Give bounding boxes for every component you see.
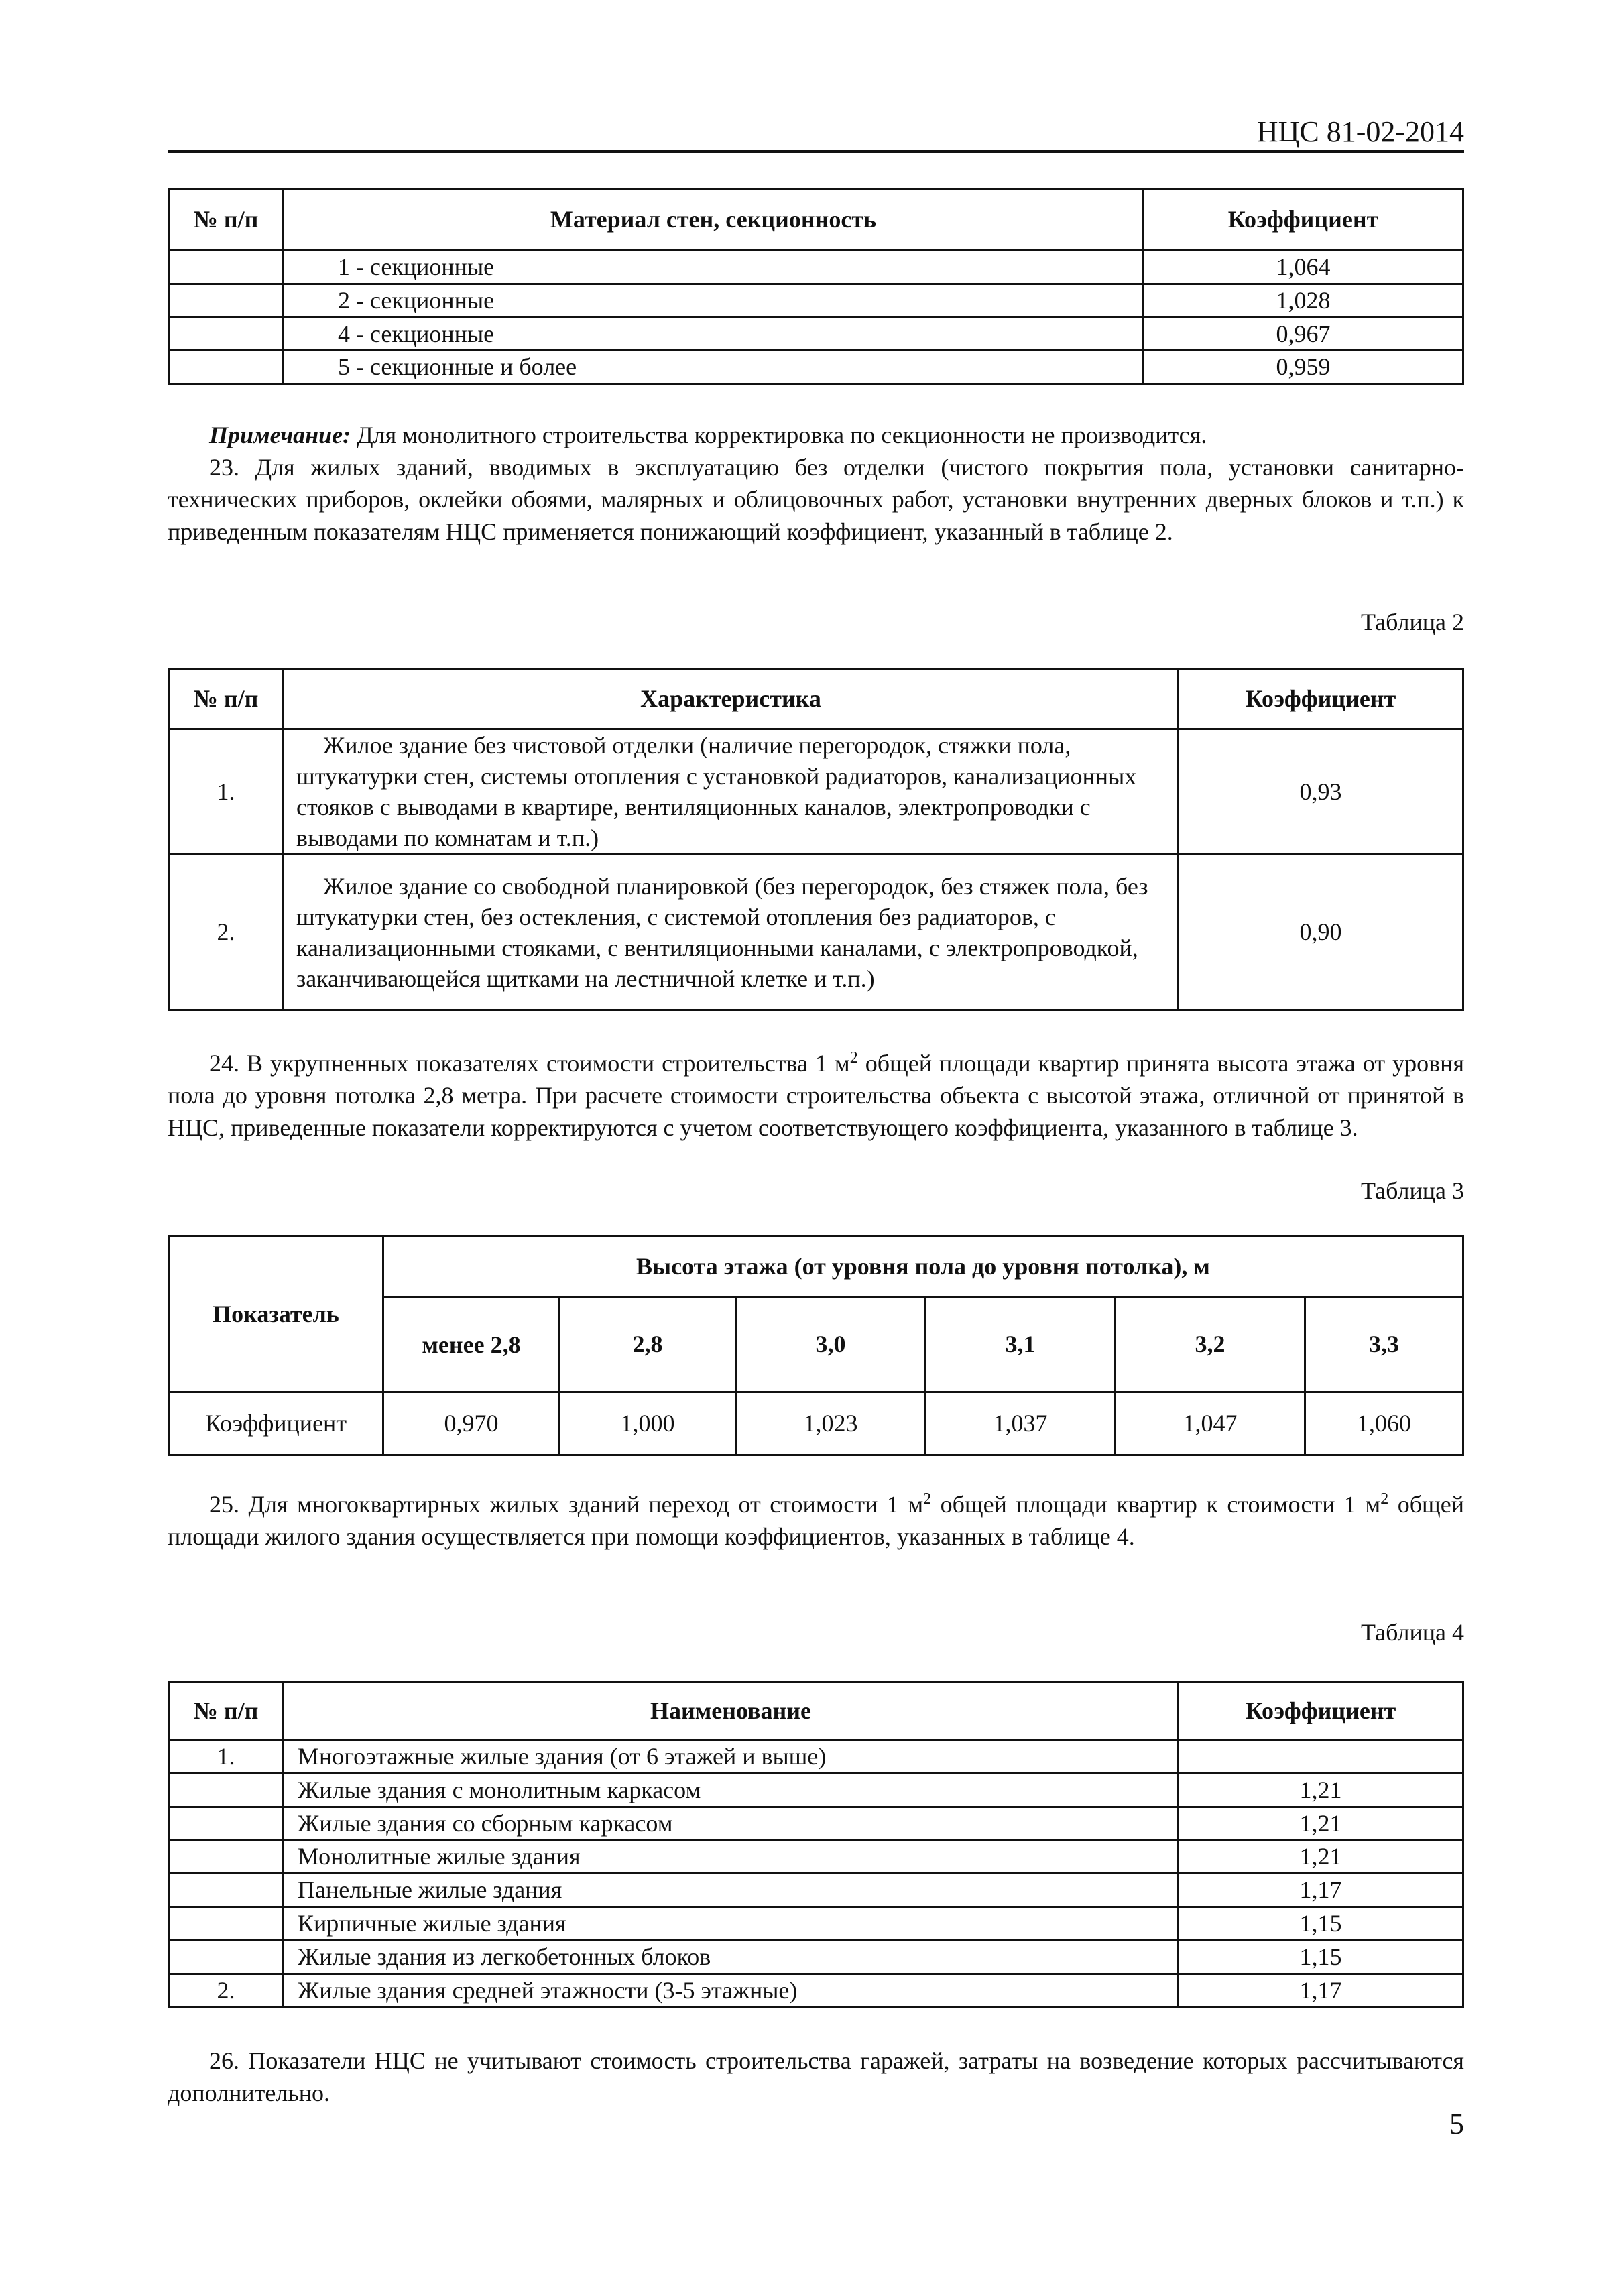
finishing-table [168, 668, 1464, 1011]
row-coefficient: 0,959 [1144, 351, 1463, 384]
indicator-header: Показатель [169, 1237, 383, 1392]
row-name: Жилые здания со сборным каркасом [284, 1807, 1179, 1840]
table-row [169, 251, 1463, 284]
row-coefficient: 0,90 [1179, 855, 1463, 1010]
col-header-characteristic: Характеристика [284, 669, 1179, 729]
table-row [169, 1773, 1463, 1807]
row-coefficient: 1,028 [1144, 284, 1463, 317]
superscript: 2 [849, 1049, 858, 1067]
table-4-caption: Таблица 4 [1361, 1619, 1464, 1646]
row-coefficient: 1,060 [1305, 1392, 1463, 1455]
row-coefficient: 1,21 [1179, 1807, 1463, 1840]
table-row [169, 1807, 1463, 1840]
row-coefficient: 1,17 [1179, 1974, 1463, 2007]
paragraph-23: 23. Для жилых зданий, вводимых в эксплуатацию без отделки (чистого покрытия пола, установки санитарно-технических приборов, оклейки обоями, малярных и облицовочных работ, установки внутренних дверных блоков и т.п.) к приведенным показателям НЦС применяется понижающий коэффициент, указанный в таблице 2. [168, 454, 1464, 545]
paragraph-24-text: 24. В укрупненных показателях стоимости строительства 1 м [209, 1050, 850, 1077]
row-characteristic: Жилое здание без чистовой отделки (наличие перегородок, стяжки пола, штукатурки стен, системы отопления с установкой радиаторов, канализационных стояков с выводами в квартире, вентиляционных каналов, электропроводки с выводами по комнатам и т.п.) [284, 729, 1179, 855]
superscript: 2 [923, 1490, 932, 1508]
row-coefficient [1179, 1740, 1463, 1774]
row-name: Панельные жилые здания [284, 1874, 1179, 1907]
paragraph-24-text-cont: общей площади квартир принята высота этажа от уровня пола до уровня потолка 2,8 метра. При расчете стоимости строительства объекта с высотой этажа, отличной от принятой в НЦС, приведенные показатели корректируются с учетом соответствующего коэффициента, указанного в таблице 3. [168, 1050, 1464, 1141]
table-row [169, 1874, 1463, 1907]
paragraph-24 [168, 1047, 1464, 1144]
table-row [169, 1907, 1463, 1940]
building-type-table [168, 1681, 1464, 2008]
row-coefficient: 1,21 [1179, 1773, 1463, 1807]
row-number [169, 317, 284, 351]
table-row [169, 1740, 1463, 1774]
row-coefficient: 1,037 [926, 1392, 1116, 1455]
paragraph-26: 26. Показатели НЦС не учитывают стоимость строительства гаражей, затраты на возведение которых рассчитываются дополнительно. [168, 2047, 1464, 2106]
height-header: 3,1 [926, 1297, 1116, 1392]
paragraph-25 [168, 1488, 1464, 1553]
row-number [169, 1940, 284, 1974]
height-header: 3,3 [1305, 1297, 1463, 1392]
note-label: Примечание: [209, 422, 351, 448]
superscript: 2 [1380, 1490, 1389, 1508]
row-coefficient: 1,000 [560, 1392, 736, 1455]
row-coefficient: 1,15 [1179, 1907, 1463, 1940]
height-group-header: Высота этажа (от уровня пола до уровня потолка), м [383, 1237, 1463, 1297]
row-name: Монолитные жилые здания [284, 1840, 1179, 1874]
table-row [169, 1940, 1463, 1974]
table-row [169, 317, 1463, 351]
height-header: 3,2 [1116, 1297, 1305, 1392]
paragraph-25-text-cont: общей площади квартир к стоимости 1 м [931, 1491, 1381, 1518]
row-number [169, 1907, 284, 1940]
table-row [169, 1392, 1463, 1455]
row-coefficient: 1,064 [1144, 251, 1463, 284]
row-number [169, 1874, 284, 1907]
table-row [169, 284, 1463, 317]
col-header-number: № п/п [169, 189, 284, 251]
height-header: 3,0 [736, 1297, 926, 1392]
col-header-coefficient: Коэффициент [1179, 669, 1463, 729]
height-header: менее 2,8 [383, 1297, 560, 1392]
row-coefficient: 1,15 [1179, 1940, 1463, 1974]
col-header-coefficient: Коэффициент [1179, 1683, 1463, 1740]
row-number [169, 1807, 284, 1840]
row-name: Кирпичные жилые здания [284, 1907, 1179, 1940]
height-header: 2,8 [560, 1297, 736, 1392]
row-name: Жилые здания средней этажности (3-5 этажные) [284, 1974, 1179, 2007]
row-number [169, 351, 284, 384]
floor-height-table [168, 1235, 1464, 1456]
row-number: 2. [169, 1974, 284, 2007]
table-row [169, 351, 1463, 384]
note-text: Для монолитного строительства корректировка по секционности не производится. [351, 422, 1207, 448]
row-number [169, 284, 284, 317]
row-coefficient: 1,21 [1179, 1840, 1463, 1874]
row-material: 4 - секционные [284, 317, 1144, 351]
table-3-caption: Таблица 3 [1361, 1177, 1464, 1204]
row-material: 2 - секционные [284, 284, 1144, 317]
row-number [169, 1773, 284, 1807]
row-coefficient: 0,93 [1179, 729, 1463, 855]
row-number: 1. [169, 1740, 284, 1774]
paragraph-25-text-end: общей площади жилого здания осуществляется при помощи коэффициентов, указанных в таблице 4. [168, 1491, 1464, 1550]
col-header-material: Материал стен, секционность [284, 189, 1144, 251]
row-name: Многоэтажные жилые здания (от 6 этажей и выше) [284, 1740, 1179, 1774]
table-2-caption: Таблица 2 [1361, 609, 1464, 636]
row-coefficient: 0,967 [1144, 317, 1463, 351]
col-header-number: № п/п [169, 1683, 284, 1740]
row-coefficient: 0,970 [383, 1392, 560, 1455]
col-header-coefficient: Коэффициент [1144, 189, 1463, 251]
page-number: 5 [1449, 2108, 1464, 2140]
col-header-name: Наименование [284, 1683, 1179, 1740]
row-material: 5 - секционные и более [284, 351, 1144, 384]
row-characteristic: Жилое здание со свободной планировкой (без перегородок, без стяжек пола, без штукатурки стен, без остекления, с системой отопления без радиаторов, с канализационными стояками, с вентиляционными каналами, с электропроводкой, заканчивающейся щитками на лестничной клетке и т.п.) [284, 855, 1179, 1010]
paragraph-25-text: 25. Для многоквартирных жилых зданий переход от стоимости 1 м [209, 1491, 924, 1518]
row-number: 1. [169, 729, 284, 855]
row-label: Коэффициент [169, 1392, 383, 1455]
table-row [169, 1840, 1463, 1874]
row-coefficient: 1,17 [1179, 1874, 1463, 1907]
row-name: Жилые здания с монолитным каркасом [284, 1773, 1179, 1807]
row-number [169, 251, 284, 284]
row-number: 2. [169, 855, 284, 1010]
note-paragraph [168, 419, 1464, 451]
table-row [169, 729, 1463, 855]
sectionality-table [168, 188, 1464, 385]
row-material: 1 - секционные [284, 251, 1144, 284]
row-name: Жилые здания из легкобетонных блоков [284, 1940, 1179, 1974]
document-header: НЦС 81-02-2014 [168, 113, 1464, 153]
row-coefficient: 1,023 [736, 1392, 926, 1455]
row-coefficient: 1,047 [1116, 1392, 1305, 1455]
col-header-number: № п/п [169, 669, 284, 729]
table-row [169, 1974, 1463, 2007]
row-number [169, 1840, 284, 1874]
table-row [169, 855, 1463, 1010]
